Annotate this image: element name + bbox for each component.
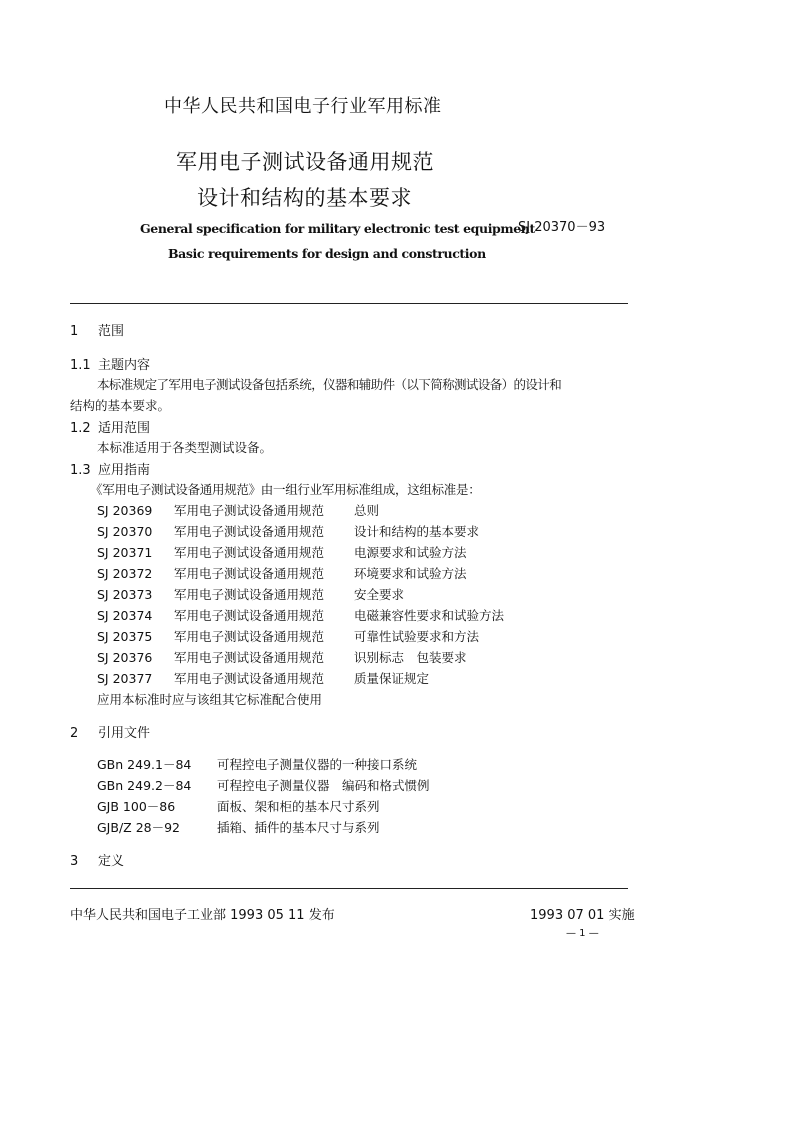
standard-part: 可靠性试验要求和方法 (354, 629, 480, 644)
reference-code: GJB 100－86 (97, 799, 176, 814)
reference-title: 可程控电子测量仪器 编码和格式惯例 (217, 778, 430, 793)
section-title: 主题内容 (98, 358, 151, 373)
standard-part: 识别标志 包装要求 (354, 650, 467, 665)
section-title: 范围 (98, 324, 125, 339)
list-item (97, 669, 429, 687)
list-item (97, 564, 467, 582)
list-item (97, 501, 379, 519)
section-1-3-heading (70, 459, 150, 478)
list-item (97, 585, 404, 603)
standard-part: 安全要求 (354, 587, 405, 602)
standard-series: 军用电子测试设备通用规范 (174, 545, 325, 560)
list-item (97, 648, 467, 666)
list-item (97, 627, 479, 645)
title-en-line2: Basic requirements for design and construction (168, 246, 486, 261)
issued-by: 中华人民共和国电子工业部 1993 05 11 发布 (70, 908, 335, 923)
reference-code: GBn 249.1－84 (97, 757, 192, 772)
section-1-2-body: 本标准适用于各类型测试设备。 (97, 440, 273, 455)
section-title: 适用范围 (98, 421, 151, 436)
standard-part: 环境要求和试验方法 (354, 566, 467, 581)
standard-series: 军用电子测试设备通用规范 (174, 671, 325, 686)
standard-series: 军用电子测试设备通用规范 (174, 524, 325, 539)
standard-code: SJ 20369 (97, 503, 153, 518)
standard-series: 军用电子测试设备通用规范 (174, 566, 325, 581)
standard-series: 军用电子测试设备通用规范 (174, 650, 325, 665)
section-title: 应用指南 (98, 463, 151, 478)
reference-title: 可程控电子测量仪器的一种接口系统 (217, 757, 418, 772)
standard-code: SJ 20374 (97, 608, 153, 623)
list-item (97, 522, 479, 540)
header-divider (70, 303, 628, 304)
section-1-1-body-line2: 结构的基本要求。 (70, 398, 171, 413)
section-number: 3 (70, 854, 79, 869)
title-cn-line1: 军用电子测试设备通用规范 (176, 150, 434, 174)
list-item (97, 776, 430, 794)
list-item (97, 543, 467, 561)
reference-code: GBn 249.2－84 (97, 778, 192, 793)
list-item (97, 606, 504, 624)
standard-code: SJ 20375 (97, 629, 153, 644)
standard-code: SJ 20373 (97, 587, 153, 602)
list-item (97, 797, 380, 815)
section-1-2-heading (70, 417, 150, 436)
section-number: 1.2 (70, 421, 91, 436)
reference-code: GJB/Z 28－92 (97, 820, 181, 835)
standard-part: 电源要求和试验方法 (354, 545, 467, 560)
standard-part: 设计和结构的基本要求 (354, 524, 480, 539)
standard-series: 军用电子测试设备通用规范 (174, 587, 325, 602)
issuing-authority-line: 中华人民共和国电子行业军用标准 (164, 96, 442, 117)
section-1-3-closing: 应用本标准时应与该组其它标准配合使用 (97, 692, 323, 707)
section-1-1-body-line1: 本标准规定了军用电子测试设备包括系统，仪器和辅助件（以下简称测试设备）的设计和 (97, 377, 562, 392)
section-number: 1.3 (70, 463, 91, 478)
reference-title: 面板、架和柜的基本尺寸系列 (217, 799, 380, 814)
standard-series: 军用电子测试设备通用规范 (174, 503, 325, 518)
section-3-heading (70, 850, 124, 869)
standard-part: 总则 (354, 503, 380, 518)
standard-series: 军用电子测试设备通用规范 (174, 608, 325, 623)
list-item (97, 755, 417, 773)
reference-title: 插箱、插件的基本尺寸与系列 (217, 820, 380, 835)
standard-code: SJ 20370－93 (518, 220, 606, 235)
section-1-heading (70, 320, 124, 339)
section-number: 2 (70, 726, 79, 741)
standard-code: SJ 20372 (97, 566, 153, 581)
section-number: 1 (70, 324, 79, 339)
title-en-line1: General specification for military electronic test equipment (140, 221, 535, 236)
standard-code: SJ 20371 (97, 545, 153, 560)
section-2-heading (70, 722, 150, 741)
section-number: 1.1 (70, 358, 91, 373)
standard-code: SJ 20377 (97, 671, 153, 686)
section-1-1-heading (70, 354, 150, 373)
effective-date: 1993 07 01 实施 (530, 908, 635, 923)
page-number: — 1 — (566, 928, 599, 939)
section-title: 定义 (98, 854, 125, 869)
standard-part: 电磁兼容性要求和试验方法 (354, 608, 505, 623)
standard-code: SJ 20370 (97, 524, 153, 539)
footer-divider (70, 888, 628, 889)
title-cn-line2: 设计和结构的基本要求 (197, 186, 412, 210)
standard-series: 军用电子测试设备通用规范 (174, 629, 325, 644)
list-item (97, 818, 380, 836)
standard-code: SJ 20376 (97, 650, 153, 665)
section-title: 引用文件 (98, 726, 151, 741)
section-1-3-intro: 《军用电子测试设备通用规范》由一组行业军用标准组成，这组标准是： (90, 482, 481, 497)
standard-part: 质量保证规定 (354, 671, 430, 686)
